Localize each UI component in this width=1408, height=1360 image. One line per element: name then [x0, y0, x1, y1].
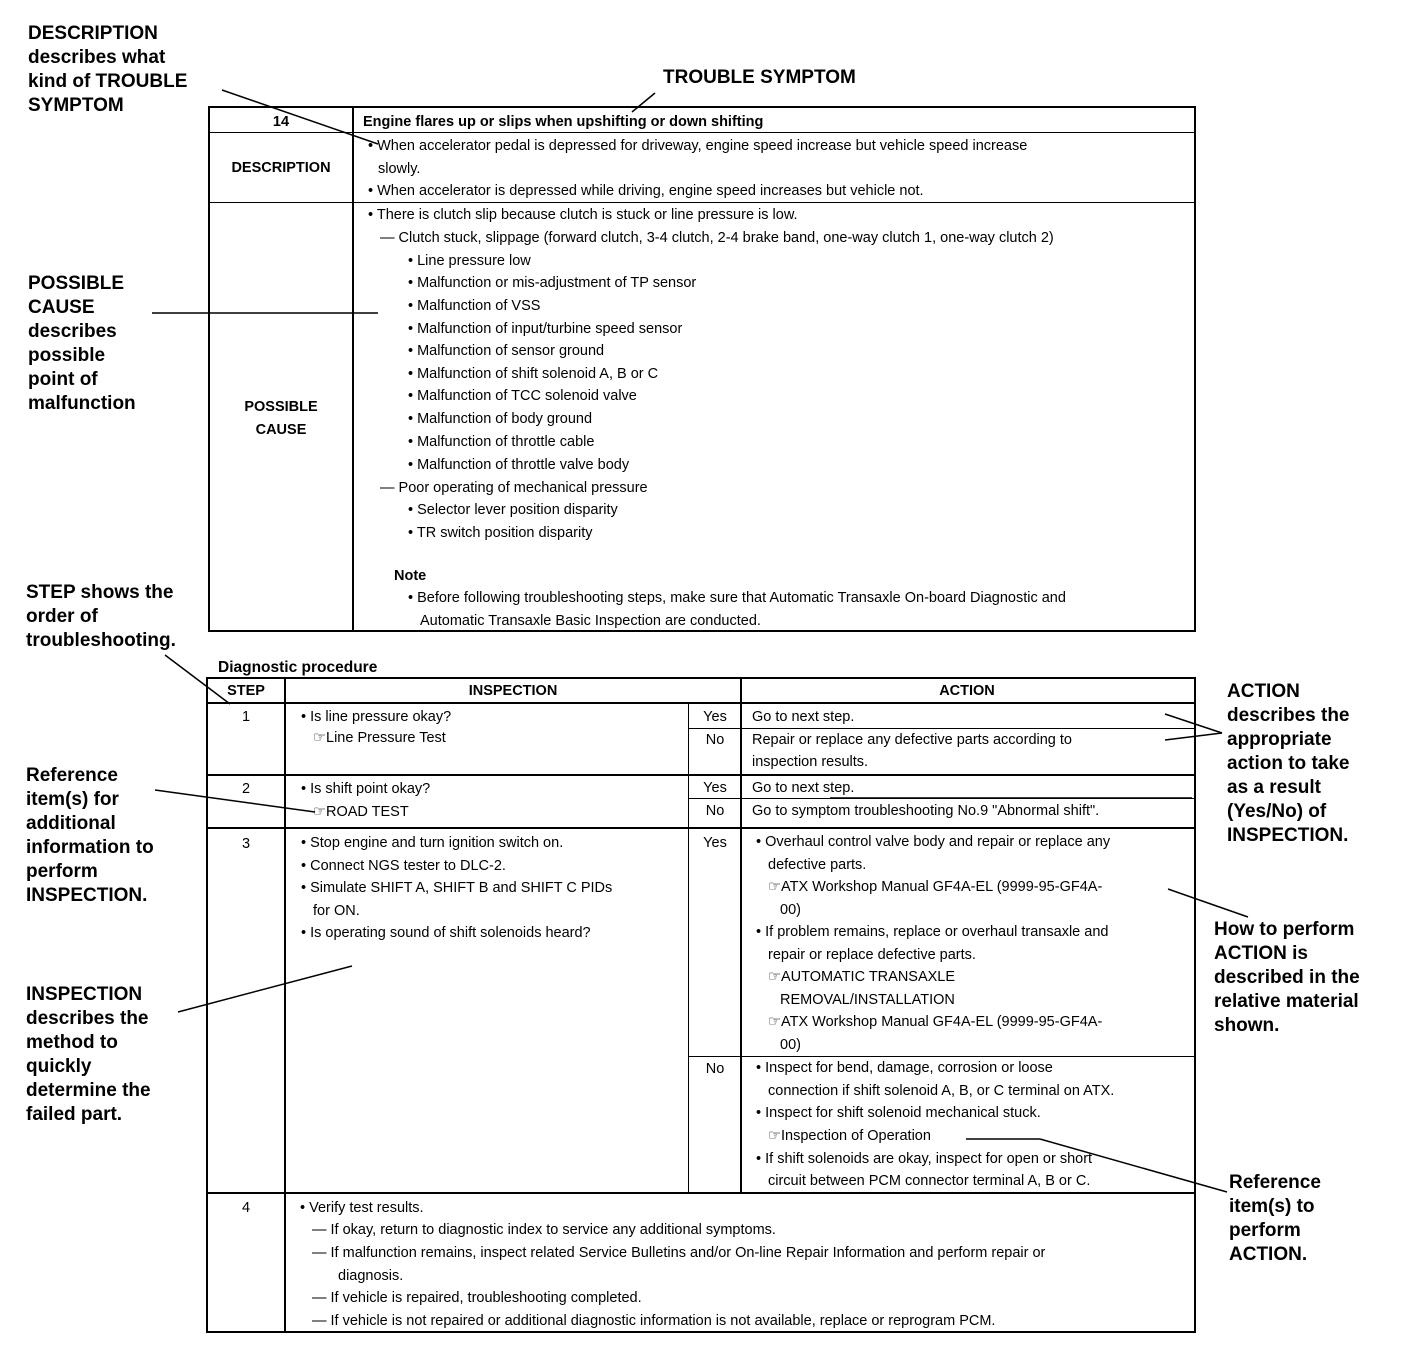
action-line: ☞ATX Workshop Manual GF4A-EL (9999-95-GF4A-	[768, 1014, 1103, 1030]
no-label: No	[705, 803, 725, 819]
callout-line: possible	[28, 345, 106, 366]
table-divider	[688, 704, 689, 1193]
yes-label: Yes	[703, 780, 727, 796]
action-line: • Overhaul control valve body and repair or replace any	[756, 834, 1111, 850]
cause-line: — Poor operating of mechanical pressure	[380, 480, 648, 496]
callout-line: perform	[1229, 1220, 1301, 1241]
action-line: Go to next step.	[752, 709, 855, 725]
inspection-line: for ON.	[313, 903, 360, 919]
callout-line: POSSIBLE	[28, 273, 125, 294]
yes-label: Yes	[703, 709, 727, 725]
callout-line: ACTION.	[1229, 1244, 1308, 1265]
description-label: DESCRIPTION	[231, 160, 331, 176]
inspection-line: • Connect NGS tester to DLC-2.	[301, 858, 506, 874]
action-line: • If problem remains, replace or overhaul transaxle and	[756, 924, 1109, 940]
step-number: 4	[241, 1200, 251, 1216]
inspection-line: • Is line pressure okay?	[301, 709, 452, 725]
inspection-line: — If okay, return to diagnostic index to service any additional symptoms.	[312, 1222, 776, 1238]
action-line: Go to next step.	[752, 780, 855, 796]
callout-step	[26, 581, 176, 653]
action-line: Repair or replace any defective parts according to	[752, 732, 1072, 748]
callout-reference-inspection	[26, 764, 154, 908]
callout-trouble-symptom: TROUBLE SYMPTOM	[663, 67, 856, 88]
yes-label: Yes	[703, 835, 727, 851]
no-label: No	[705, 1061, 725, 1077]
callout-line: INSPECTION.	[26, 885, 148, 906]
cause-label: CAUSE	[255, 422, 307, 438]
callout-line: shown.	[1214, 1015, 1280, 1036]
action-line: • Inspect for bend, damage, corrosion or loose	[756, 1060, 1053, 1076]
cause-line: • Malfunction of body ground	[408, 411, 593, 427]
inspection-line: ☞ROAD TEST	[313, 804, 409, 820]
callout-line: (Yes/No) of	[1227, 801, 1327, 822]
note-line: • Before following troubleshooting steps, make sure that Automatic Transaxle On-board Diagnostic and	[408, 590, 1066, 606]
callout-reference-action	[1229, 1171, 1321, 1267]
callout-inspection	[26, 983, 151, 1127]
callout-action	[1227, 680, 1350, 848]
note-label: Note	[394, 568, 427, 584]
callout-line: relative material	[1214, 991, 1359, 1012]
cause-line: • Line pressure low	[408, 253, 531, 269]
action-line: Go to symptom troubleshooting No.9 "Abnormal shift".	[752, 803, 1100, 819]
callout-line: CAUSE	[28, 297, 95, 318]
action-line: ☞Inspection of Operation	[768, 1128, 931, 1144]
callout-line: method to	[26, 1032, 118, 1053]
action-line: defective parts.	[768, 857, 867, 873]
step-number: 2	[241, 781, 251, 797]
callout-possible-cause	[28, 272, 136, 416]
action-line: inspection results.	[752, 754, 869, 770]
callout-line: Reference	[26, 765, 118, 786]
table-divider	[208, 702, 1194, 704]
table-divider	[352, 108, 354, 630]
callout-line: described in the	[1214, 967, 1360, 988]
symptom-title: Engine flares up or slips when upshifting or down shifting	[363, 114, 764, 130]
cause-line: — Clutch stuck, slippage (forward clutch, 3-4 clutch, 2-4 brake band, one-way clutch 1, one-way clutch 2)	[380, 230, 1054, 246]
description-line: slowly.	[378, 161, 421, 177]
callout-line: as a result	[1227, 777, 1321, 798]
table-divider	[284, 679, 286, 1331]
callout-how-to-perform	[1214, 918, 1360, 1038]
action-line: circuit between PCM connector terminal A, B or C.	[768, 1173, 1091, 1189]
cause-line: • TR switch position disparity	[408, 525, 593, 541]
callout-line: information to	[26, 837, 154, 858]
table-divider	[210, 202, 1194, 203]
inspection-line: ☞Line Pressure Test	[313, 730, 446, 746]
callout-line: DESCRIPTION	[28, 23, 158, 44]
callout-line: describes the	[26, 1008, 149, 1029]
step-number: 3	[241, 836, 251, 852]
callout-line: STEP shows the	[26, 582, 174, 603]
inspection-line: • Simulate SHIFT A, SHIFT B and SHIFT C PIDs	[301, 880, 613, 896]
action-line: • If shift solenoids are okay, inspect for open or short	[756, 1151, 1093, 1167]
step-number: 1	[241, 709, 251, 725]
note-line: Automatic Transaxle Basic Inspection are conducted.	[420, 613, 761, 629]
cause-line: • Malfunction of VSS	[408, 298, 541, 314]
callout-description	[28, 22, 187, 118]
inspection-line: • Is shift point okay?	[301, 781, 431, 797]
table-divider	[208, 1192, 1194, 1194]
action-line: ☞AUTOMATIC TRANSAXLE	[768, 969, 956, 985]
callout-line: ACTION	[1227, 681, 1300, 702]
callout-line: item(s) to	[1229, 1196, 1315, 1217]
action-line: 00)	[780, 902, 801, 918]
action-line: 00)	[780, 1037, 801, 1053]
callout-line: SYMPTOM	[28, 95, 124, 116]
action-line: repair or replace defective parts.	[768, 947, 976, 963]
header-step: STEP	[227, 683, 265, 699]
header-inspection: INSPECTION	[468, 683, 558, 699]
symptom-number: 14	[272, 114, 290, 130]
callout-line: point of	[28, 369, 98, 390]
cause-line: • Malfunction of throttle cable	[408, 434, 595, 450]
action-line: REMOVAL/INSTALLATION	[780, 992, 955, 1008]
callout-line: describes what	[28, 47, 166, 68]
inspection-line: • Stop engine and turn ignition switch on.	[301, 835, 564, 851]
cause-line: • Selector lever position disparity	[408, 502, 618, 518]
cause-label: POSSIBLE	[244, 399, 318, 415]
callout-line: failed part.	[26, 1104, 123, 1125]
inspection-line: diagnosis.	[338, 1268, 404, 1284]
inspection-line: • Verify test results.	[300, 1200, 424, 1216]
callout-line: How to perform	[1214, 919, 1355, 940]
cause-line: • There is clutch slip because clutch is stuck or line pressure is low.	[368, 207, 798, 223]
callout-line: appropriate	[1227, 729, 1332, 750]
procedure-title: Diagnostic procedure	[218, 659, 378, 676]
no-label: No	[705, 732, 725, 748]
action-line: • Inspect for shift solenoid mechanical stuck.	[756, 1105, 1041, 1121]
callout-line: describes the	[1227, 705, 1350, 726]
callout-line: additional	[26, 813, 116, 834]
callout-line: INSPECTION.	[1227, 825, 1349, 846]
description-line: • When accelerator pedal is depressed for driveway, engine speed increase but vehicle speed increase	[368, 138, 1028, 154]
inspection-line: — If malfunction remains, inspect related Service Bulletins and/or On-line Repair Information and perform repair or	[312, 1245, 1046, 1261]
description-line: • When accelerator is depressed while driving, engine speed increases but vehicle not.	[368, 183, 924, 199]
callout-line: troubleshooting.	[26, 630, 176, 651]
callout-line: quickly	[26, 1056, 92, 1077]
callout-line: Reference	[1229, 1172, 1321, 1193]
action-line: ☞ATX Workshop Manual GF4A-EL (9999-95-GF4A-	[768, 879, 1103, 895]
callout-line: item(s) for	[26, 789, 119, 810]
table-divider	[740, 679, 742, 1193]
callout-line: kind of TROUBLE	[28, 71, 188, 92]
inspection-line: — If vehicle is repaired, troubleshooting completed.	[312, 1290, 642, 1306]
cause-line: • Malfunction of input/turbine speed sensor	[408, 321, 683, 337]
callout-line: malfunction	[28, 393, 136, 414]
cause-line: • Malfunction or mis-adjustment of TP sensor	[408, 275, 697, 291]
callout-line: determine the	[26, 1080, 151, 1101]
callout-line: order of	[26, 606, 98, 627]
callout-line: action to take	[1227, 753, 1350, 774]
inspection-line: • Is operating sound of shift solenoids heard?	[301, 925, 591, 941]
callout-line: ACTION is	[1214, 943, 1308, 964]
callout-line: perform	[26, 861, 98, 882]
action-line: connection if shift solenoid A, B, or C terminal on ATX.	[768, 1083, 1115, 1099]
callout-line: INSPECTION	[26, 984, 143, 1005]
cause-line: • Malfunction of TCC solenoid valve	[408, 388, 637, 404]
cause-line: • Malfunction of sensor ground	[408, 343, 605, 359]
table-divider	[208, 774, 1194, 776]
callout-line: describes	[28, 321, 117, 342]
table-divider	[208, 827, 1194, 829]
inspection-line: — If vehicle is not repaired or additional diagnostic information is not available, replace or reprogram PCM.	[312, 1313, 996, 1329]
header-action: ACTION	[939, 683, 995, 699]
cause-line: • Malfunction of shift solenoid A, B or C	[408, 366, 659, 382]
cause-line: • Malfunction of throttle valve body	[408, 457, 630, 473]
